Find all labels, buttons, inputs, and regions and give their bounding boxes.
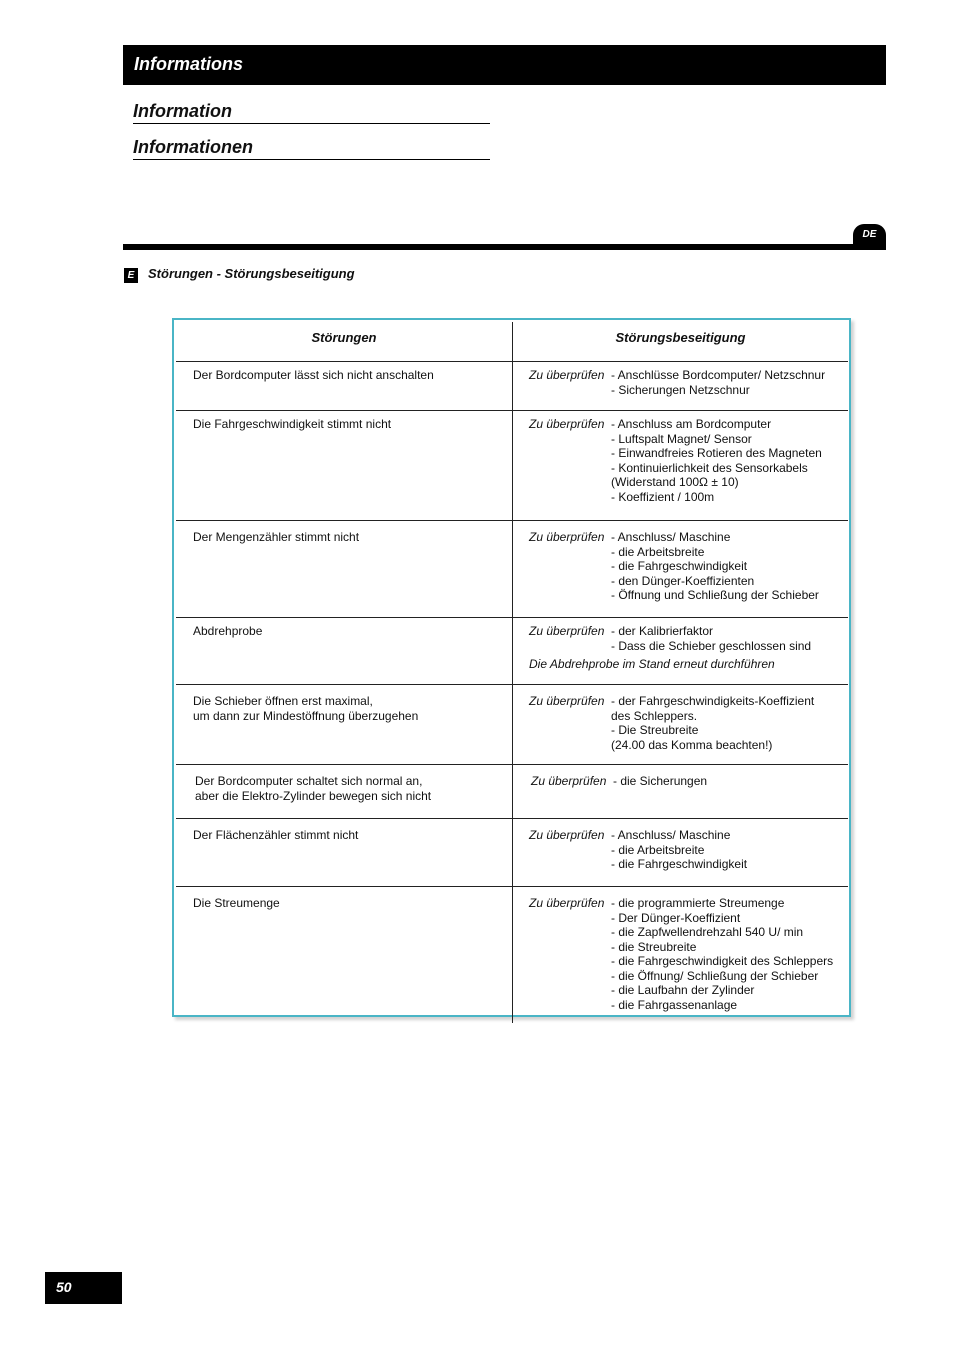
remedy-item — [529, 545, 819, 560]
column-header-problems: Störungen — [311, 330, 377, 345]
column-divider — [512, 765, 513, 818]
remedy-text: - die Fahrgeschwindigkeit — [611, 559, 748, 573]
remedy-item — [529, 738, 814, 753]
column-divider — [512, 521, 513, 617]
remedy-text: - Dass die Schieber geschlossen sind — [611, 638, 812, 653]
table-header-row — [176, 322, 848, 362]
remedy-item — [529, 559, 819, 574]
remedy-text: - Kontinuierlichkeit des Sensorkabels — [611, 460, 808, 475]
remedy-text: - der Fahrgeschwindigkeits-Koeffizient — [611, 694, 815, 708]
remedy-item — [529, 925, 833, 940]
remedy-text: - Koeffizient / 100m — [611, 489, 715, 504]
remedy-item — [529, 432, 822, 447]
remedy-text: - die Streubreite — [611, 939, 697, 954]
problem-text: Der Bordcomputer schaltet sich normal an, — [195, 774, 423, 788]
check-label: Zu überprüfen — [529, 828, 605, 842]
problem-text: Die Streumenge — [193, 896, 280, 910]
table-row — [176, 819, 848, 887]
remedy-text: (24.00 das Komma beachten!) — [611, 737, 773, 752]
column-header-remedies: Störungsbeseitigung — [615, 330, 746, 345]
remedy-item — [529, 368, 825, 383]
remedy-text: - die Zapfwellendrehzahl 540 U/ min — [611, 925, 804, 939]
check-label: Zu überprüfen — [529, 694, 605, 708]
remedy-cell — [529, 624, 811, 672]
check-label: Zu überprüfen — [529, 368, 605, 382]
column-divider — [512, 411, 513, 520]
table-row — [176, 887, 848, 1023]
remedy-item — [529, 461, 822, 476]
remedy-text: - die Arbeitsbreite — [611, 842, 705, 857]
table-body — [176, 362, 848, 1023]
remedy-text: - Anschlüsse Bordcomputer/ Netzschnur — [611, 368, 826, 382]
table-row — [176, 362, 848, 411]
remedy-text: des Schleppers. — [611, 708, 698, 723]
remedy-item — [529, 446, 822, 461]
remedy-item — [529, 723, 814, 738]
page-number: 50 — [56, 1279, 72, 1295]
remedy-item — [529, 624, 811, 639]
remedy-text: - Anschluss/ Maschine — [611, 530, 731, 544]
column-divider — [512, 887, 513, 1023]
header-title: Informations — [134, 54, 244, 74]
problem-cell — [193, 896, 280, 911]
remedy-text: - Sicherungen Netzschnur — [611, 382, 750, 397]
section-rule — [123, 244, 886, 250]
problem-text: aber die Elektro-Zylinder bewegen sich nicht — [195, 788, 432, 803]
check-label: Zu überprüfen — [529, 896, 605, 910]
remedy-item — [529, 417, 822, 432]
remedy-cell — [529, 368, 825, 397]
remedy-text: - die Arbeitsbreite — [611, 544, 705, 559]
remedy-text: - Einwandfreies Rotieren des Magneten — [611, 446, 822, 460]
remedy-cell — [531, 774, 707, 789]
table-row — [176, 685, 848, 765]
problem-cell — [193, 694, 418, 723]
remedy-item — [529, 709, 814, 724]
remedy-text: - Anschluss am Bordcomputer — [611, 417, 772, 431]
section-letter: E — [124, 268, 138, 283]
problem-text: Der Flächenzähler stimmt nicht — [193, 828, 359, 842]
remedy-item — [529, 896, 833, 911]
remedy-text: - die Fahrgassenanlage — [611, 997, 738, 1012]
table-row — [176, 618, 848, 685]
problem-text: um dann zur Mindestöffnung überzugehen — [193, 708, 419, 723]
column-divider — [512, 618, 513, 684]
problem-cell — [195, 774, 431, 803]
problem-cell — [193, 368, 434, 383]
column-divider — [512, 685, 513, 764]
remedy-item — [529, 694, 814, 709]
remedy-cell — [529, 896, 833, 1012]
problem-cell — [193, 624, 262, 639]
page-number-box — [45, 1272, 122, 1304]
remedy-cell — [529, 828, 747, 872]
remedy-text: - die Fahrgeschwindigkeit des Schleppers — [611, 954, 834, 968]
remedy-text: - Öffnung und Schließung der Schieber — [611, 588, 819, 602]
problem-text: Der Mengenzähler stimmt nicht — [193, 530, 360, 544]
remedy-item — [529, 983, 833, 998]
remedy-text: (Widerstand 100Ω ± 10) — [611, 475, 739, 489]
troubleshooting-table — [176, 322, 848, 1023]
problem-cell — [193, 530, 359, 545]
remedy-text: - der Kalibrierfaktor — [611, 624, 714, 638]
check-label: Zu überprüfen — [531, 774, 607, 788]
remedy-text: - den Dünger-Koeffizienten — [611, 573, 755, 588]
remedy-item — [529, 588, 819, 603]
remedy-item — [529, 490, 822, 505]
check-label: Zu überprüfen — [529, 624, 605, 638]
problem-cell — [193, 828, 358, 843]
remedy-item — [529, 530, 819, 545]
column-divider — [512, 362, 513, 410]
remedy-text: - Die Streubreite — [611, 723, 699, 737]
remedy-item — [531, 774, 707, 789]
remedy-cell — [529, 694, 814, 752]
remedy-item — [529, 940, 833, 955]
section-title: Störungen - Störungsbeseitigung — [148, 266, 355, 281]
remedy-item — [529, 383, 825, 398]
subtitle-information: Information — [133, 101, 490, 124]
remedy-text: - die Fahrgeschwindigkeit — [611, 857, 748, 871]
remedy-item — [529, 475, 822, 490]
table-row — [176, 411, 848, 521]
remedy-text: - Der Dünger-Koeffizient — [611, 910, 741, 925]
remedy-item — [529, 998, 833, 1013]
problem-text: Die Fahrgeschwindigkeit stimmt nicht — [193, 417, 392, 431]
remedy-text: - Luftspalt Magnet/ Sensor — [611, 431, 752, 446]
table-row — [176, 765, 848, 819]
remedy-item — [529, 911, 833, 926]
problem-cell — [193, 417, 391, 432]
remedy-item — [529, 574, 819, 589]
remedy-item — [529, 954, 833, 969]
check-label: Zu überprüfen — [529, 530, 605, 544]
subtitle-informationen: Informationen — [133, 137, 490, 160]
remedy-text: - Anschluss/ Maschine — [611, 828, 731, 842]
remedy-text: - die programmierte Streumenge — [611, 896, 785, 910]
problem-text: Der Bordcomputer lässt sich nicht anschalten — [193, 368, 434, 382]
problem-text: Abdrehprobe — [193, 624, 263, 638]
language-tab: DE — [853, 224, 886, 246]
remedy-item — [529, 843, 747, 858]
problem-text: Die Schieber öffnen erst maximal, — [193, 694, 373, 708]
remedy-text: - die Öffnung/ Schließung der Schieber — [611, 968, 819, 983]
remedy-note: Die Abdrehprobe im Stand erneut durchführen — [529, 657, 775, 671]
check-label: Zu überprüfen — [529, 417, 605, 431]
remedy-cell — [529, 530, 819, 603]
table-row — [176, 521, 848, 618]
remedy-text: - die Sicherungen — [613, 774, 708, 788]
remedy-text: - die Laufbahn der Zylinder — [611, 983, 755, 997]
remedy-item — [529, 857, 747, 872]
header-bar — [123, 45, 886, 85]
remedy-item — [529, 969, 833, 984]
remedy-item — [529, 639, 811, 654]
column-divider — [512, 819, 513, 886]
remedy-cell — [529, 417, 822, 504]
remedy-item — [529, 828, 747, 843]
